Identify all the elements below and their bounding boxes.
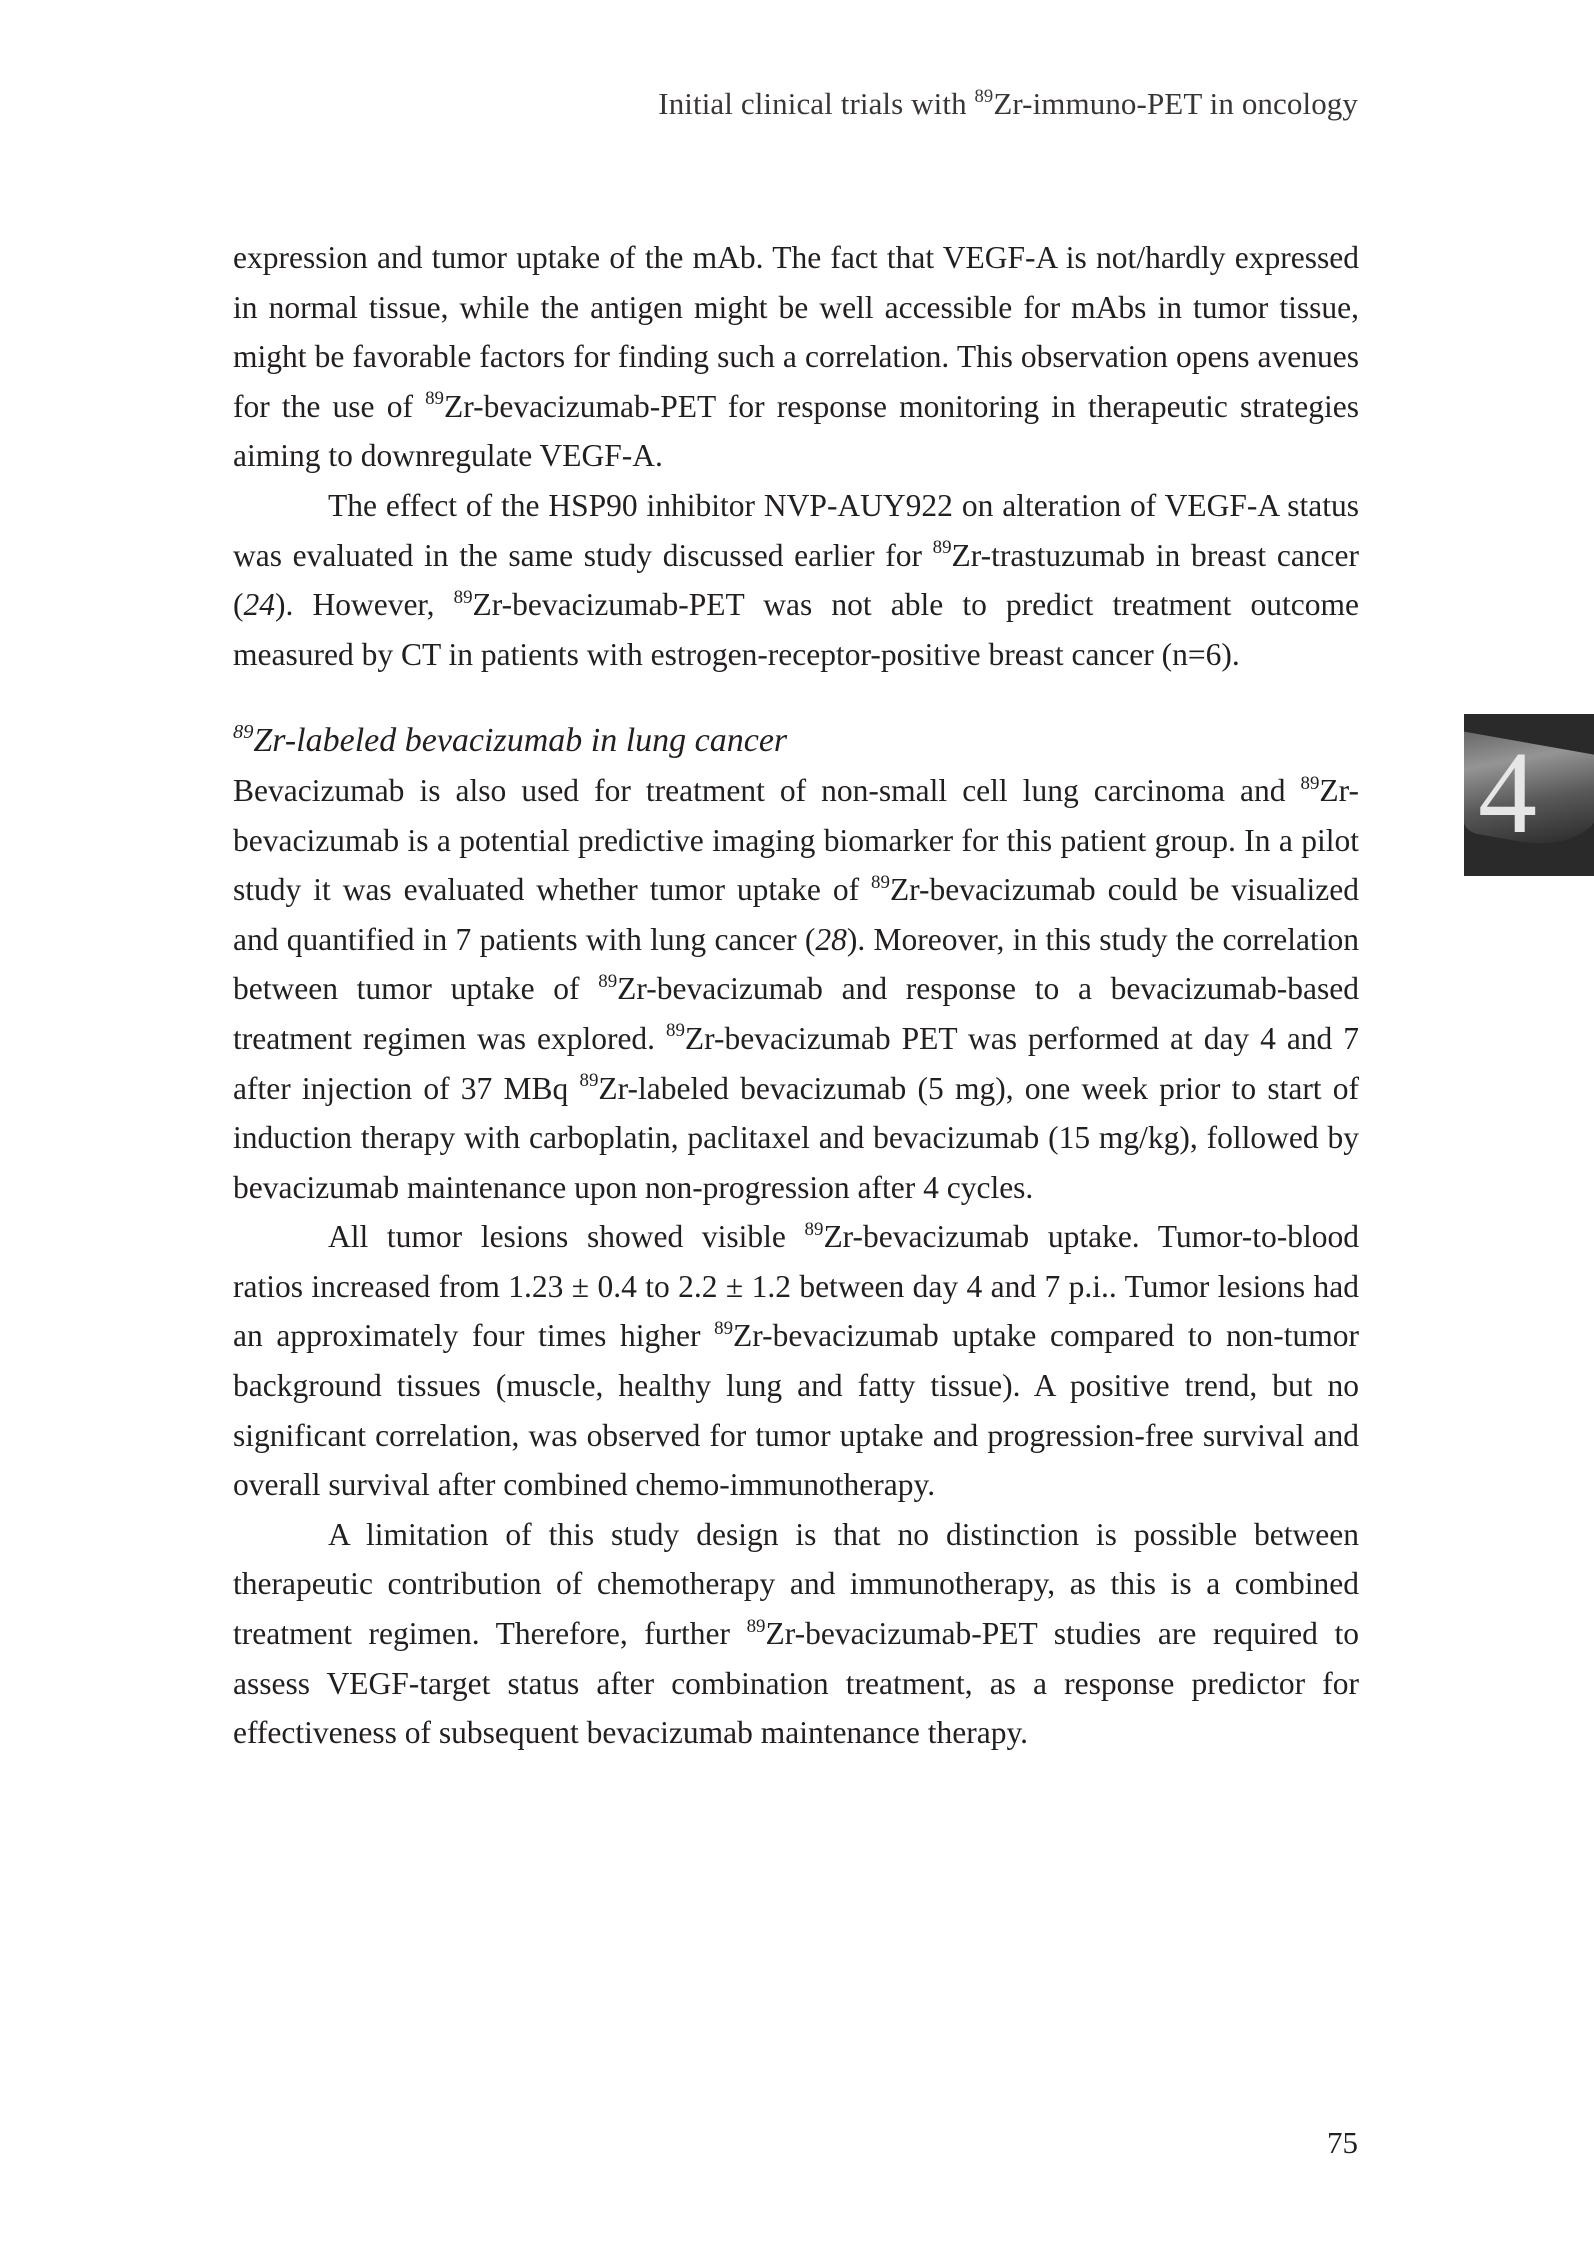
- citation-ref: 28: [815, 921, 847, 957]
- paragraph-5: A limitation of this study design is that no distinction is possible between therapeutic contribution of chemotherapy and immunotherapy, as this is a combined treatment regimen. Therefore, further $^{89}$Zr-bevacizumab-PET studies are required to assess VEGF-target status after combination treatment, as a response predictor for effectiveness of subsequent bevacizumab maintenance therapy.: [233, 1516, 1359, 1751]
- body-text: [233, 233, 1359, 1758]
- page-number: 75: [1327, 2125, 1358, 2160]
- isotope-superscript: 89: [804, 1218, 824, 1240]
- isotope-superscript: 89: [453, 586, 473, 608]
- isotope-superscript: 89: [233, 721, 254, 743]
- isotope-superscript: 89: [974, 85, 994, 107]
- paragraph-2: The effect of the HSP90 inhibitor NVP-AUY922 on alteration of VEGF-A status was evaluated in the same study discussed earlier for $^{89}$Zr-trastuzumab in breast cancer (24). However, $^{89}$Zr-bevacizumab-PET was not able to predict treatment outcome measured by CT in patients with estrogen-receptor-positive breast cancer (n=6).: [233, 487, 1360, 672]
- isotope-superscript: 89: [932, 537, 952, 559]
- citation-ref: 24: [243, 587, 275, 623]
- isotope-superscript: 89: [579, 1070, 599, 1092]
- isotope-superscript: 89: [871, 871, 890, 893]
- running-header: [658, 86, 1358, 122]
- isotope-superscript: 89: [598, 970, 618, 992]
- running-header-post: Zr-immuno-PET in oncology: [993, 86, 1358, 121]
- chapter-tab: [1464, 714, 1594, 876]
- isotope-superscript: 89: [666, 1020, 685, 1042]
- paragraph-3: Bevacizumab is also used for treatment of non-small cell lung carcinoma and $^{89}$Zr-bevacizumab is a potential predictive imaging biomarker for this patient group. In a pilot study it was evaluated whether tumor uptake of $^{89}$Zr-bevacizumab could be visualized and quantified in 7 patients with lung cancer (28). Moreover, in this study the correlation between tumor uptake of $^{89}$Zr-bevacizumab and response to a bevacizumab-based treatment regimen was explored. $^{89}$Zr-bevacizumab PET was performed at day 4 and 7 after injection of 37 MBq $^{89}$Zr-labeled bevacizumab (5 mg), one week prior to start of induction therapy with carboplatin, paclitaxel and bevacizumab (15 mg/kg), followed by bevacizumab maintenance upon non-progression after 4 cycles.: [233, 772, 1360, 1205]
- isotope-superscript: 89: [746, 1615, 766, 1637]
- running-header-pre: Initial clinical trials with: [658, 86, 975, 121]
- paragraph-4: All tumor lesions showed visible $^{89}$Zr-bevacizumab uptake. Tumor-to-blood ratios increased from 1.23 ± 0.4 to 2.2 ± 1.2 between day 4 and 7 p.i.. Tumor lesions had an approximately four times higher $^{89}$Zr-bevacizumab uptake compared to non-tumor background tissues (muscle, healthy lung and fatty tissue). A positive trend, but no significant correlation, was observed for tumor uptake and progression-free survival and overall survival after combined chemo-immunotherapy.: [233, 1218, 1360, 1503]
- chapter-number: 4: [1478, 727, 1537, 858]
- section-heading: $^{89}$Zr-labeled bevacizumab in lung cancer: [233, 721, 788, 760]
- isotope-superscript: 89: [425, 388, 444, 410]
- isotope-superscript: 89: [714, 1318, 734, 1340]
- isotope-superscript: 89: [1300, 772, 1320, 794]
- paragraph-1: expression and tumor uptake of the mAb. The fact that VEGF-A is not/hardly expressed in normal tissue, while the antigen might be well accessible for mAbs in tumor tissue, might be favorable factors for finding such a correlation. This observation opens avenues for the use of $^{89}$Zr-bevacizumab-PET for response monitoring in therapeutic strategies aiming to downregulate VEGF-A.: [233, 240, 1359, 474]
